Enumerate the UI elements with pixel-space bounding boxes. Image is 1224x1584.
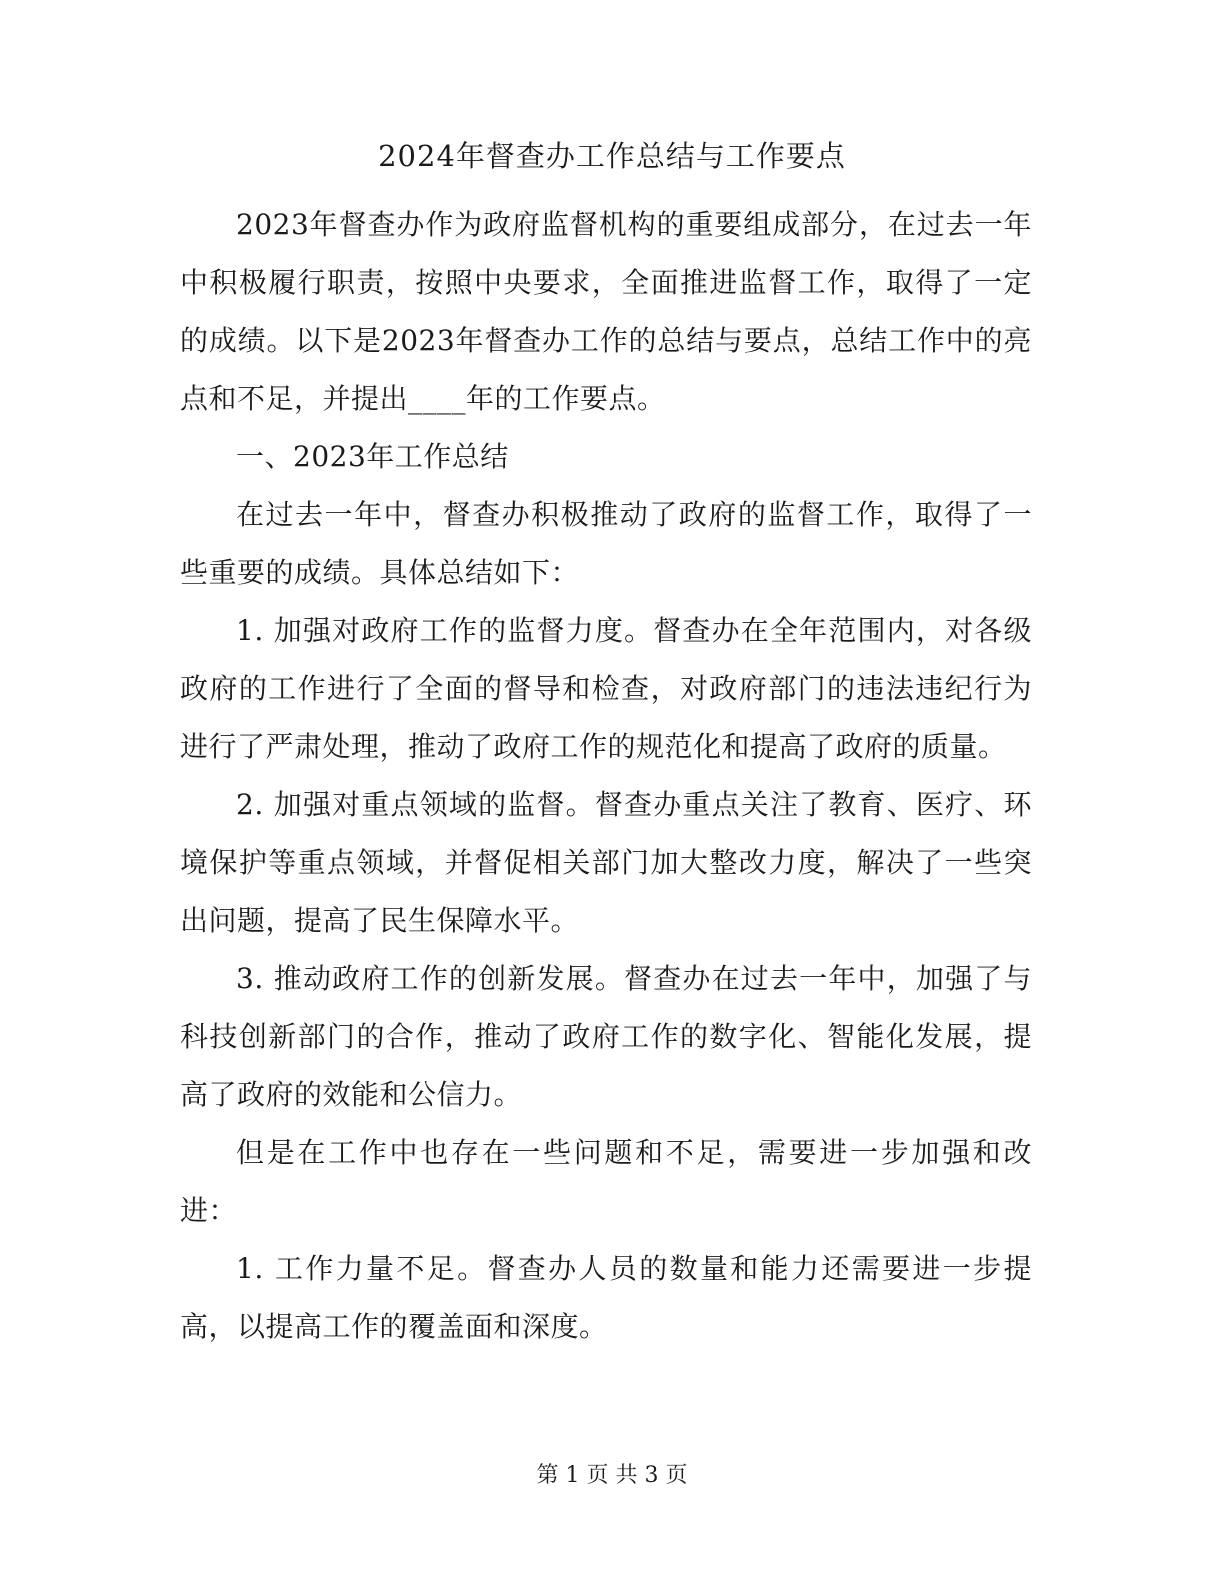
list-item-achievement-3: 3. 推动政府工作的创新发展。督查办在过去一年中，加强了与科技创新部门的合作，推动了政府工作的数字化、智能化发展，提高了政府的效能和公信力。 bbox=[180, 962, 1032, 1111]
paragraph-intro: 2023年督查办作为政府监督机构的重要组成部分，在过去一年中积极履行职责，按照中央要求，全面推进监督工作，取得了一定的成绩。以下是2023年督查办工作的总结与要点，总结工作中的亮点和不足，并提出____年的工作要点。 bbox=[180, 208, 1032, 415]
document-title: 2024年督查办工作总结与工作要点 bbox=[378, 139, 846, 173]
document-body bbox=[180, 196, 1032, 1356]
paragraph-shortcomings-lead: 但是在工作中也存在一些问题和不足，需要进一步加强和改进： bbox=[180, 1136, 1032, 1227]
paragraph-summary-lead: 在过去一年中，督查办积极推动了政府的监督工作，取得了一些重要的成绩。具体总结如下： bbox=[180, 498, 1032, 589]
list-item-achievement-1: 1. 加强对政府工作的监督力度。督查办在全年范围内，对各级政府的工作进行了全面的督导和检查，对政府部门的违法违纪行为进行了严肃处理，推动了政府工作的规范化和提高了政府的质量。 bbox=[180, 614, 1032, 763]
list-item-achievement-2: 2. 加强对重点领域的监督。督查办重点关注了教育、医疗、环境保护等重点领域，并督促相关部门加大整改力度，解决了一些突出问题，提高了民生保障水平。 bbox=[180, 788, 1032, 937]
list-item-shortcoming-1: 1. 工作力量不足。督查办人员的数量和能力还需要进一步提高，以提高工作的覆盖面和深度。 bbox=[180, 1252, 1032, 1343]
section-heading-summary: 一、2023年工作总结 bbox=[236, 440, 509, 473]
page-number-footer: 第 1 页 共 3 页 bbox=[536, 1463, 688, 1488]
